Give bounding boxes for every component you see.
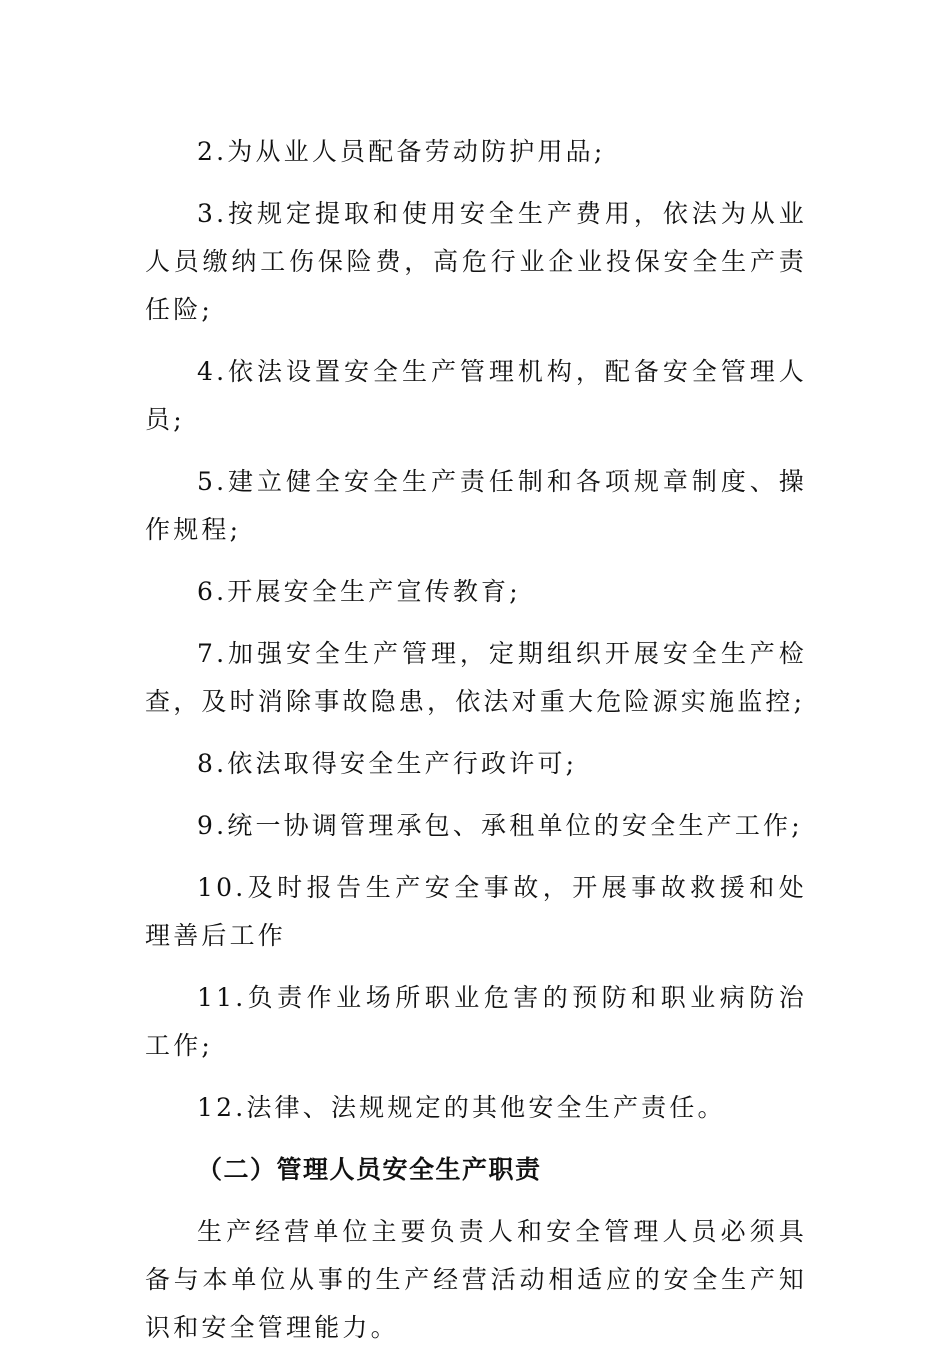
list-item-4: 4.依法设置安全生产管理机构，配备安全管理人员; — [145, 357, 807, 434]
list-item-9: 9.统一协调管理承包、承租单位的安全生产工作; — [197, 811, 803, 840]
list-item-8: 8.依法取得安全生产行政许可; — [197, 749, 578, 778]
document-body — [145, 128, 807, 1366]
list-item-6: 6.开展安全生产宣传教育; — [197, 577, 521, 606]
list-item-2: 2.为从业人员配备劳动防护用品; — [197, 137, 606, 166]
list-item-3: 3.按规定提取和使用安全生产费用，依法为从业人员缴纳工伤保险费，高危行业企业投保安全生产责任险; — [145, 199, 807, 324]
section-heading: （二）管理人员安全生产职责 — [197, 1155, 542, 1184]
list-item-7: 7.加强安全生产管理，定期组织开展安全生产检查，及时消除事故隐患，依法对重大危险源实施监控; — [145, 639, 807, 716]
list-item-12: 12.法律、法规规定的其他安全生产责任。 — [197, 1093, 726, 1122]
section-body: 生产经营单位主要负责人和安全管理人员必须具备与本单位从事的生产经营活动相适应的安全生产知识和安全管理能力。 — [145, 1217, 807, 1342]
list-item-11: 11.负责作业场所职业危害的预防和职业病防治工作; — [145, 983, 807, 1060]
list-item-10: 10.及时报告生产安全事故，开展事故救援和处理善后工作 — [145, 873, 807, 950]
list-item-5: 5.建立健全安全生产责任制和各项规章制度、操作规程; — [145, 467, 807, 544]
